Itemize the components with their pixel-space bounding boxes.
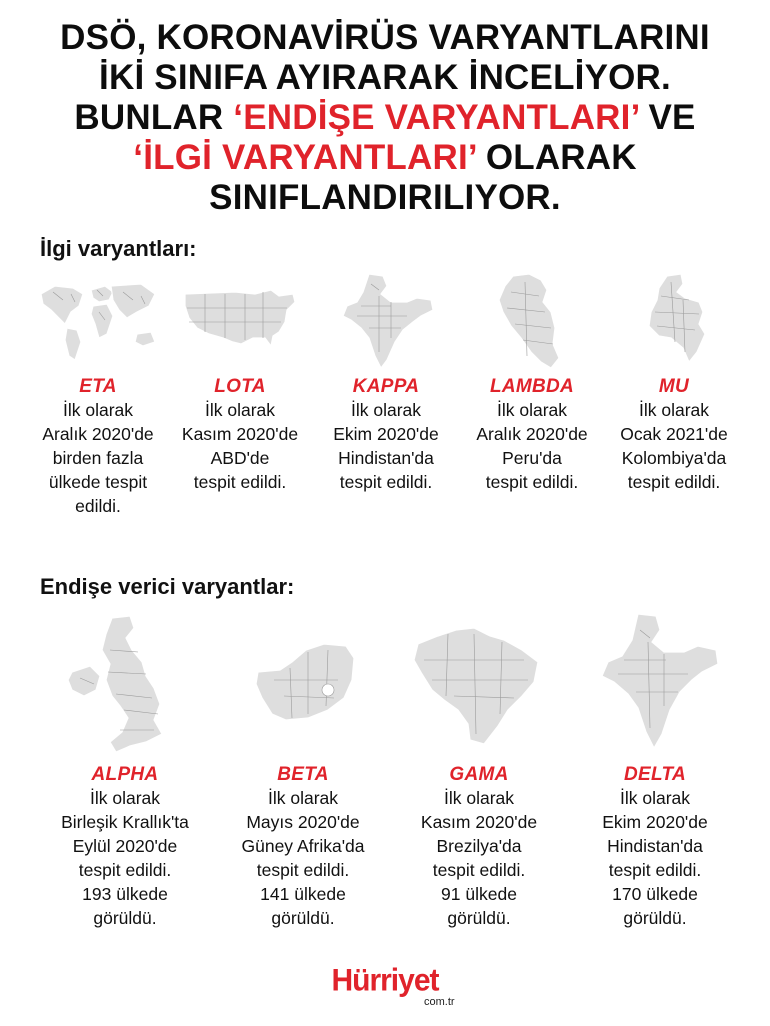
variant-name: DELTA (623, 764, 686, 785)
variant-card-gama (396, 610, 562, 930)
variant-card-mu (606, 272, 742, 494)
variant-card-alpha (42, 610, 208, 930)
variant-description: İlk olarak Ekim 2020'de Hindistan'da tespit edildi. (333, 400, 439, 492)
colombia-map-icon (609, 272, 739, 372)
headline-line-3-b: VE (638, 98, 696, 137)
concern-section-title: Endişe verici varyantlar: (40, 574, 295, 599)
variant-description: İlk olarak Ekim 2020'de Hindistan'da tespit edildi. 170 ülkede görüldü. (602, 788, 708, 928)
india-map-icon (321, 272, 451, 372)
variant-description: İlk olarak Aralık 2020'de birden fazla ülkede tespit edildi. (42, 400, 154, 516)
variant-name: MU (658, 376, 690, 397)
interest-section-title: İlgi varyantları: (40, 236, 197, 261)
variant-description: İlk olarak Birleşik Krallık'ta Eylül 2020'de tespit edildi. 193 ülkede görüldü. (61, 788, 189, 928)
headline-line-4 (0, 138, 770, 178)
peru-map-icon (467, 272, 597, 372)
variant-name: LAMBDA (489, 376, 575, 397)
logo-domain: com.tr (424, 996, 455, 1008)
variant-card-lambda (464, 272, 600, 494)
headline-line-1: DSÖ, KORONAVİRÜS VARYANTLARINI (60, 18, 710, 57)
logo-brand: Hürriyet (331, 963, 439, 998)
variant-card-kappa (318, 272, 454, 494)
usa-map-icon (175, 272, 305, 372)
headline-line-4-b: OLARAK (475, 138, 637, 177)
uk-map-icon (50, 610, 200, 760)
variant-description: İlk olarak Aralık 2020'de Peru'da tespit edildi. (476, 400, 588, 492)
headline-line-3-a: BUNLAR (74, 98, 234, 137)
headline (0, 18, 770, 218)
variant-card-lota (172, 272, 308, 494)
headline-line-5: SINIFLANDIRILIYOR. (209, 178, 561, 217)
variant-name: GAMA (449, 764, 509, 785)
variant-card-eta (30, 272, 166, 518)
variant-name: KAPPA (352, 376, 420, 397)
variant-card-beta (220, 610, 386, 930)
variant-name: LOTA (214, 376, 266, 397)
variant-description: İlk olarak Mayıs 2020'de Güney Afrika'da tespit edildi. 141 ülkede görüldü. (241, 788, 365, 928)
variant-description: İlk olarak Ocak 2021'de Kolombiya'da tespit edildi. (620, 400, 728, 492)
south-africa-map-icon (228, 610, 378, 760)
hurriyet-logo (0, 963, 770, 1008)
headline-interest-highlight: ‘İLGİ VARYANTLARI’ (133, 138, 476, 177)
headline-concern-highlight: ‘ENDİŞE VARYANTLARI’ (233, 98, 639, 137)
variant-description: İlk olarak Kasım 2020'de Brezilya'da tespit edildi. 91 ülkede görüldü. (420, 788, 538, 928)
variant-card-delta (572, 610, 738, 930)
brazil-map-icon (404, 610, 554, 760)
headline-line-3 (0, 98, 770, 138)
variant-name: BETA (277, 764, 329, 785)
headline-line-2: İKİ SINIFA AYIRARAK İNCELİYOR. (99, 58, 671, 97)
world-map-icon (33, 272, 163, 372)
variant-name: ETA (79, 376, 117, 397)
india-map-icon (580, 610, 730, 760)
variant-name: ALPHA (91, 764, 159, 785)
variant-description: İlk olarak Kasım 2020'de ABD'de tespit edildi. (181, 400, 299, 492)
